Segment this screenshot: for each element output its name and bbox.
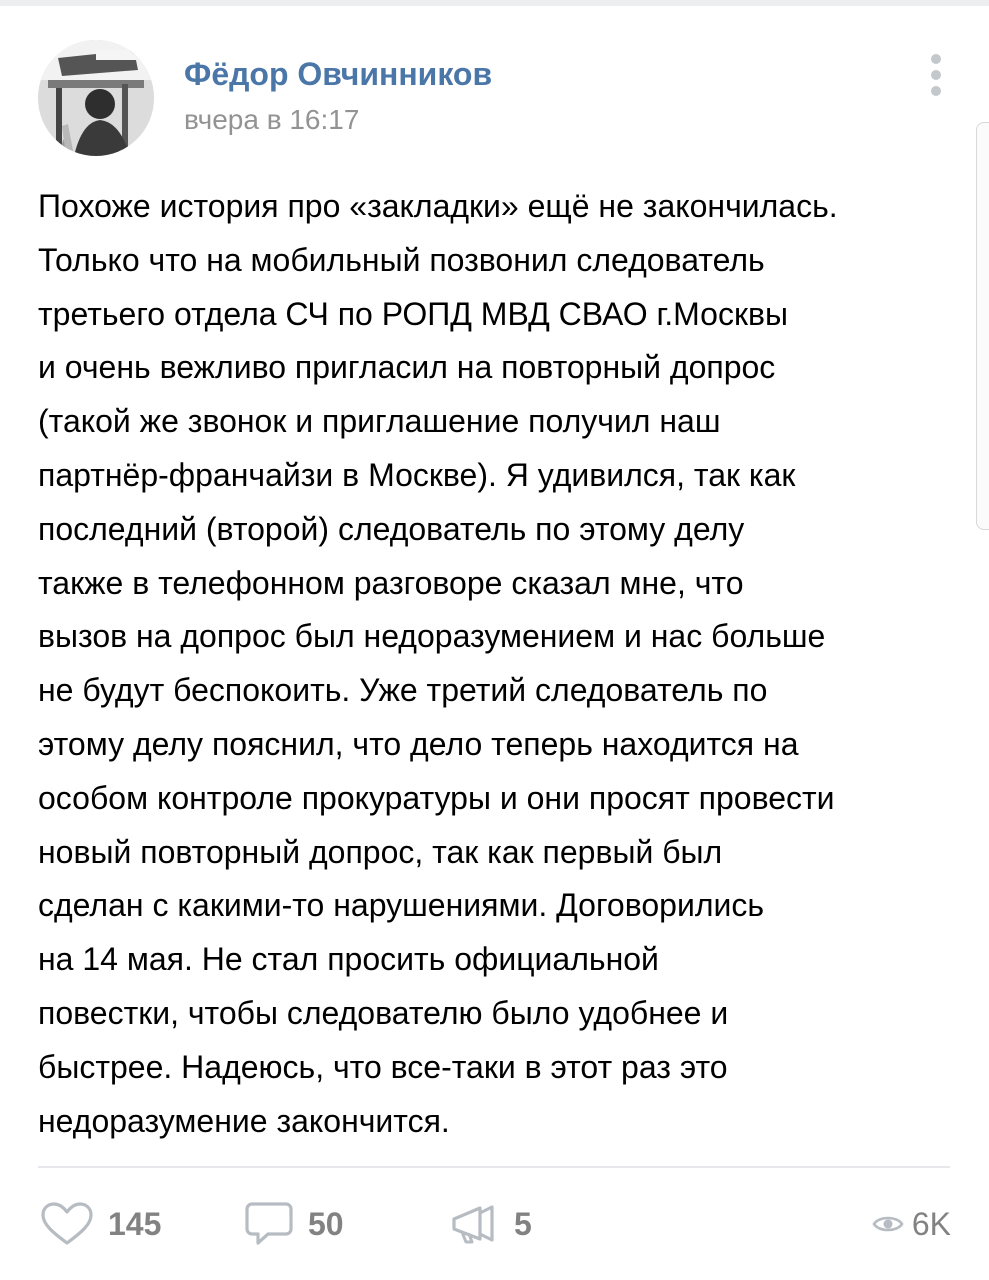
share-button[interactable] — [450, 1198, 532, 1250]
share-count: 5 — [514, 1205, 532, 1242]
post-time[interactable]: вчера в 16:17 — [184, 104, 360, 135]
more-dot-icon — [931, 70, 941, 80]
scrollbar[interactable] — [976, 122, 989, 530]
comment-icon — [244, 1201, 294, 1247]
post-text: Похоже история про «закладки» ещё не закончилась. Только что на мобильный позвонил следователь третьего отдела СЧ по РОПД МВД СВАО г.Москвы и очень вежливо пригласил на повторный допрос (такой же звонок и приглашение получил наш партнёр-франчайзи в Москве). Я удивился, так как последний (второй) следователь по этому делу также в телефонном разговоре сказал мне, что вызов на допрос был недоразумением и нас больше не будут беспокоить. Уже третий следователь по этому делу пояснил, что дело теперь находится на особом контроле прокуратуры и они просят провести новый повторный допрос, так как первый был сделан с какими-то нарушениями. Договорились на 14 мая. Не стал просить официальной повестки, чтобы следователю было удобнее и быстрее. Надеюсь, что все-таки в этот раз это недоразумение закончится. — [38, 188, 838, 1139]
top-bar — [0, 0, 989, 6]
like-button[interactable] — [40, 1198, 161, 1250]
more-dot-icon — [931, 54, 941, 64]
avatar-photo — [38, 40, 154, 156]
like-count: 145 — [108, 1205, 162, 1242]
more-dot-icon — [931, 86, 941, 96]
divider — [38, 1166, 950, 1168]
heart-icon — [40, 1201, 94, 1247]
comment-count: 50 — [308, 1205, 344, 1242]
author-name[interactable]: Фёдор Овчинников — [184, 56, 493, 92]
more-options-button[interactable] — [920, 50, 952, 100]
view-count: 6K — [911, 1205, 951, 1242]
author-avatar[interactable] — [38, 40, 154, 156]
comment-button[interactable] — [244, 1198, 344, 1250]
megaphone-icon — [450, 1201, 500, 1247]
views-counter — [872, 1198, 951, 1250]
eye-icon — [872, 1213, 904, 1235]
